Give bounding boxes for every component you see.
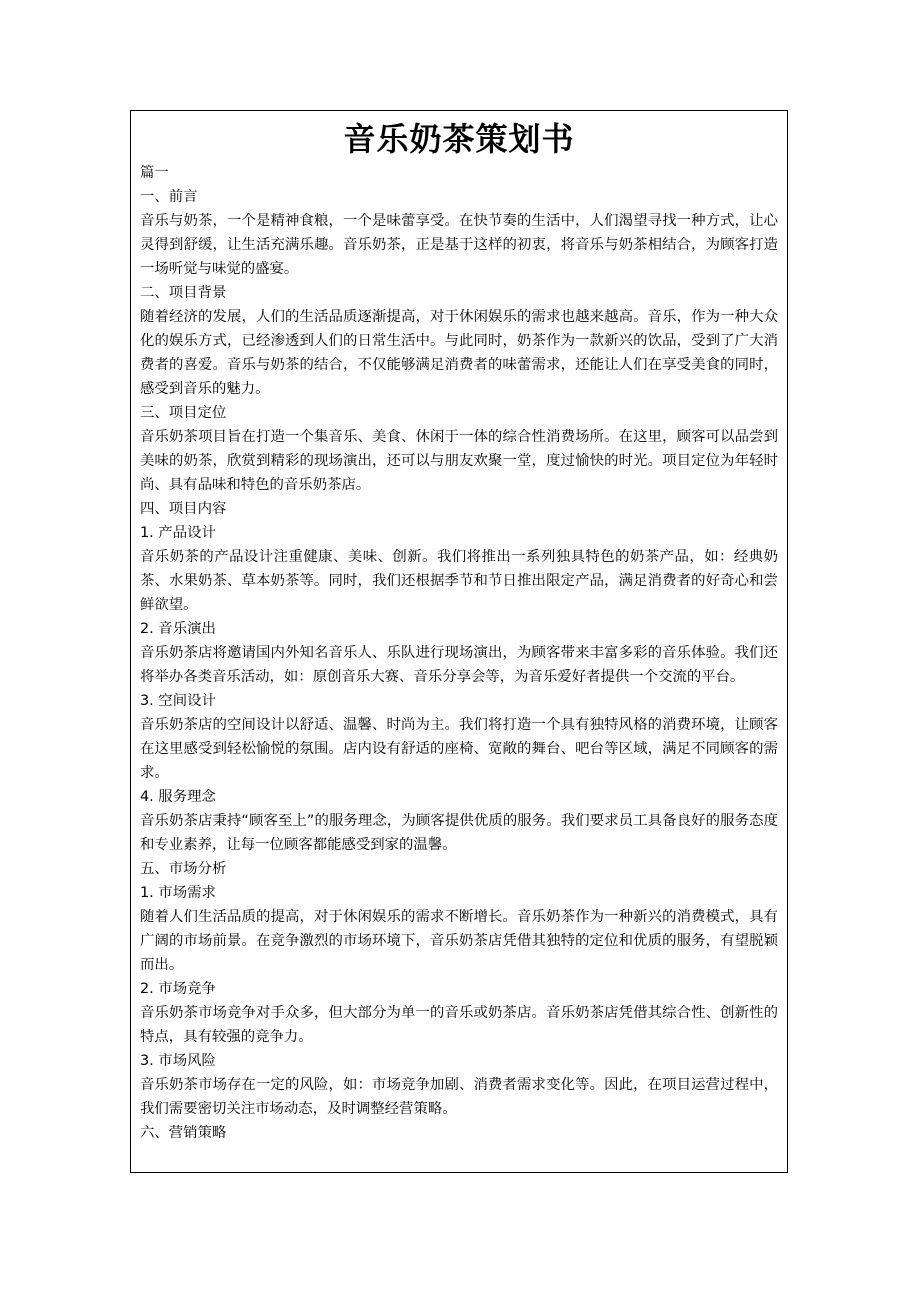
section-paragraph: 音乐奶茶项目旨在打造一个集音乐、美食、休闲于一体的综合性消费场所。在这里，顾客可以品尝到美味的奶茶，欣赏到精彩的现场演出，还可以与朋友欢聚一堂，度过愉快的时光。项目定位为年轻时尚、具有品味和特色的音乐奶茶店。 — [140, 429, 778, 493]
document-title: 音乐奶茶策划书 — [343, 120, 575, 158]
subsection-heading: 3. 空间设计 — [140, 693, 216, 709]
subsection-heading: 4. 服务理念 — [140, 789, 216, 805]
subsection-heading: 3. 市场风险 — [140, 1053, 216, 1069]
section-paragraph: 音乐奶茶店的空间设计以舒适、温馨、时尚为主。我们将打造一个具有独特风格的消费环境，让顾客在这里感受到轻松愉悦的氛围。店内设有舒适的座椅、宽敞的舞台、吧台等区域，满足不同顾客的需求。 — [140, 717, 778, 781]
subsection-heading: 1. 市场需求 — [140, 885, 216, 901]
section-paragraph: 音乐奶茶店将邀请国内外知名音乐人、乐队进行现场演出，为顾客带来丰富多彩的音乐体验。我们还将举办各类音乐活动，如：原创音乐大赛、音乐分享会等，为音乐爱好者提供一个交流的平台。 — [140, 645, 778, 685]
section-paragraph: 音乐奶茶市场竞争对手众多，但大部分为单一的音乐或奶茶店。音乐奶茶店凭借其综合性、创新性的特点，具有较强的竞争力。 — [140, 1005, 778, 1045]
section-heading: 六、营销策略 — [140, 1125, 227, 1141]
section-paragraph: 音乐奶茶的产品设计注重健康、美味、创新。我们将推出一系列独具特色的奶茶产品，如：经典奶茶、水果奶茶、草本奶茶等。同时，我们还根据季节和节日推出限定产品，满足消费者的好奇心和尝鲜欲望。 — [140, 549, 778, 613]
section-paragraph: 随着人们生活品质的提高，对于休闲娱乐的需求不断增长。音乐奶茶作为一种新兴的消费模式，具有广阔的市场前景。在竞争激烈的市场环境下，音乐奶茶店凭借其独特的定位和优质的服务，有望脱颖而出。 — [140, 909, 778, 973]
section-heading: 四、项目内容 — [140, 501, 227, 517]
section-heading: 三、项目定位 — [140, 405, 227, 421]
document-page — [130, 110, 788, 1173]
section-paragraph: 音乐与奶茶，一个是精神食粮，一个是味蕾享受。在快节奏的生活中，人们渴望寻找一种方式，让心灵得到舒缓，让生活充满乐趣。音乐奶茶，正是基于这样的初衷，将音乐与奶茶相结合，为顾客打造一场听觉与味觉的盛宴。 — [140, 213, 778, 277]
section-heading: 一、前言 — [140, 189, 198, 205]
subsection-heading: 2. 市场竞争 — [140, 981, 216, 997]
section-paragraph: 音乐奶茶店秉持“顾客至上”的服务理念，为顾客提供优质的服务。我们要求员工具备良好的服务态度和专业素养，让每一位顾客都能感受到家的温馨。 — [140, 813, 778, 853]
subsection-heading: 2. 音乐演出 — [140, 621, 216, 637]
section-heading: 二、项目背景 — [140, 285, 227, 301]
part-label: 篇一 — [140, 165, 169, 181]
section-heading: 五、市场分析 — [140, 861, 227, 877]
subsection-heading: 1. 产品设计 — [140, 525, 216, 541]
section-paragraph: 随着经济的发展，人们的生活品质逐渐提高，对于休闲娱乐的需求也越来越高。音乐，作为一种大众化的娱乐方式，已经渗透到人们的日常生活中。与此同时，奶茶作为一款新兴的饮品，受到了广大消费者的喜爱。音乐与奶茶的结合，不仅能够满足消费者的味蕾需求，还能让人们在享受美食的同时，感受到音乐的魅力。 — [140, 309, 778, 397]
document-body — [131, 161, 787, 1145]
section-paragraph: 音乐奶茶市场存在一定的风险，如：市场竞争加剧、消费者需求变化等。因此，在项目运营过程中，我们需要密切关注市场动态，及时调整经营策略。 — [140, 1077, 778, 1117]
